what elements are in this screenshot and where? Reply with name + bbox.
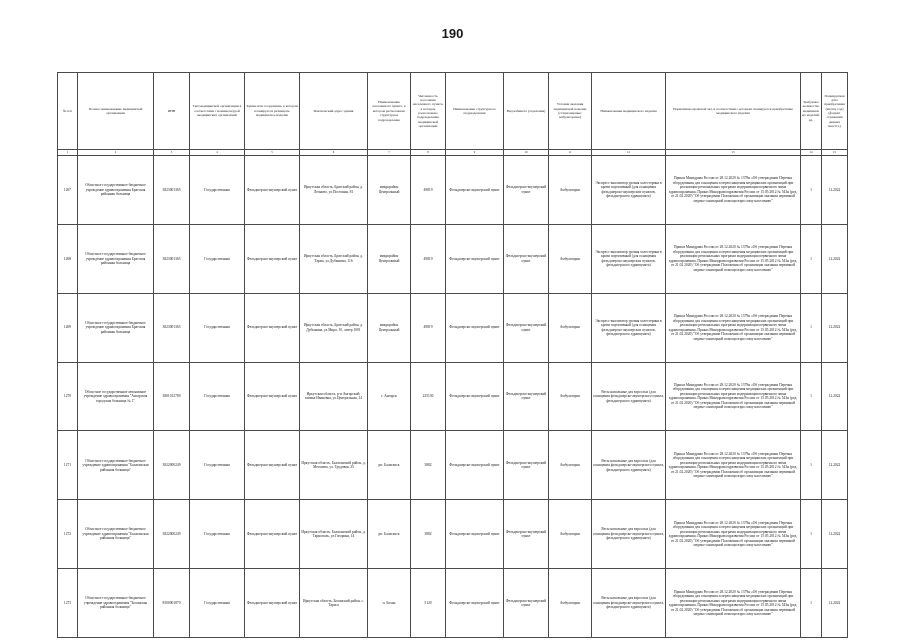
locality: рп. Балаганск (368, 431, 411, 500)
structural-unit: Фельдшерско-акушерский пункт (446, 431, 504, 500)
device-name: Весы напольные для взрослых (для оснащения фельдшерско-акушерского пункта, фельдшерского здравпункта) (592, 500, 666, 569)
organization-type: Государственная (190, 156, 245, 225)
organization-type: Государственная (190, 431, 245, 500)
care-conditions: Амбулаторно (549, 362, 592, 431)
building: Фельдшерско-акушерский пункт (245, 569, 300, 638)
address: Иркутская область, Балаганский район, д. Тарнополь, ул.Гагарина, 14 (300, 500, 368, 569)
column-index-cell: 2 (78, 150, 154, 156)
column-header: Численность населения населенного пункта, в котором расположено подразделение медицинской организации (411, 73, 446, 150)
legal-act: Приказ Минздрава России от 28.12.2020 № 1379н «Об утверждении Перечня оборудования для оснащения и переоснащения медицинских организаций при реализации региональных программ модернизации первичного звена здравоохранения» Приказ Минздравсоцразвития России от 15.05.2012 № 543н (ред. от 21.02.2020) "Об утверждении Положения об организации оказания первичной медико-санитарной помощи взрослому населению" (666, 362, 801, 431)
purchase-date: 12.2022 (822, 431, 848, 500)
organization-type: Государственная (190, 500, 245, 569)
population: 225130 (411, 362, 446, 431)
cabinet-type: Фельдшерско-акушерский пункт (504, 156, 549, 225)
building: Фельдшерско-акушерский пункт (245, 362, 300, 431)
inn: 3822000249 (154, 500, 190, 569)
structural-unit: Фельдшерско-акушерский пункт (446, 362, 504, 431)
column-index-cell: 10 (504, 150, 549, 156)
inn: 3823001365 (154, 156, 190, 225)
legal-act: Приказ Минздрава России от 28.12.2020 № 1379н «Об утверждении Перечня оборудования для оснащения и переоснащения медицинских организаций при реализации региональных программ модернизации первичного звена здравоохранения» Приказ Минздравсоцразвития России от 15.05.2012 № 543н (ред. от 21.02.2020) "Об утверждении Положения об организации оказания первичной медико-санитарной помощи взрослому населению" (666, 569, 801, 638)
quantity: 1 (801, 431, 822, 500)
address: Иркутская область, Братский район, д. Тарма, ул.Дубынина, 116 (300, 224, 368, 293)
legal-act: Приказ Минздрава России от 28.12.2020 № 1379н «Об утверждении Перечня оборудования для оснащения и переоснащения медицинских организаций при реализации региональных программ модернизации первичного звена здравоохранения» Приказ Минздравсоцразвития России от 15.05.2012 № 543н (ред. от 21.02.2020) "Об утверждении Положения об организации оказания первичной медико-санитарной помощи взрослому населению" (666, 500, 801, 569)
organization-name: Областное государственное автономное учреждение здравоохранения "Ангарская городская больница № 1" (78, 362, 154, 431)
inn: 3801012780 (154, 362, 190, 431)
care-conditions: Амбулаторно (549, 431, 592, 500)
column-index-cell: 13 (666, 150, 801, 156)
population: 49819 (411, 156, 446, 225)
legal-act: Приказ Минздрава России от 28.12.2020 № 1379н «Об утверждении Перечня оборудования для оснащения и переоснащения медицинских организаций при реализации региональных программ модернизации первичного звена здравоохранения» Приказ Минздравсоцразвития России от 15.05.2012 № 543н (ред. от 21.02.2020) "Об утверждении Положения об организации оказания первичной медико-санитарной помощи взрослому населению" (666, 431, 801, 500)
table-row (58, 500, 848, 569)
care-conditions: Амбулаторно (549, 500, 592, 569)
organization-name: Областное государственное бюджетное учреждение здравоохранения Братская районная больница (78, 156, 154, 225)
table-row (58, 569, 848, 638)
purchase-date: 12.2022 (822, 569, 848, 638)
column-header: Нормативно-правовой акт, в соответствии с которым планируется приобретение медицинского изделия (666, 73, 801, 150)
inn: 3822000249 (154, 431, 190, 500)
cabinet-type: Фельдшерско-акушерский пункт (504, 224, 549, 293)
column-index-cell: 7 (368, 150, 411, 156)
purchase-date: 12.2022 (822, 362, 848, 431)
device-name: Экспресс-анализатор уровня холестерина в крови портативный (для оснащения фельдшерско-акушерских пунктов, фельдшерского здравпункта) (592, 293, 666, 362)
column-index-cell: 6 (300, 150, 368, 156)
locality: г. Ангарск (368, 362, 411, 431)
inn: 8500001870 (154, 569, 190, 638)
organization-name: Областное государственное бюджетное учреждение здравоохранения "Боханская районная больница" (78, 569, 154, 638)
column-header: Тип медицинской организации в соответствии с номенклатурой медицинских организаций (190, 73, 245, 150)
organization-type: Государственная (190, 362, 245, 431)
structural-unit: Фельдшерско-акушерский пункт (446, 224, 504, 293)
legal-act: Приказ Минздрава России от 28.12.2020 № 1379н «Об утверждении Перечня оборудования для оснащения и переоснащения медицинских организаций при реализации региональных программ модернизации первичного звена здравоохранения» Приказ Минздравсоцразвития России от 15.05.2012 № 543н (ред. от 21.02.2020) "Об утверждении Положения об организации оказания первичной медико-санитарной помощи взрослому населению" (666, 224, 801, 293)
column-header: Полное наименование медицинской организации (78, 73, 154, 150)
row-number: 1269 (58, 293, 78, 362)
organization-type: Государственная (190, 569, 245, 638)
table-row (58, 431, 848, 500)
care-conditions: Амбулаторно (549, 569, 592, 638)
column-header: № п/п (58, 73, 78, 150)
locality: рп. Балаганск (368, 500, 411, 569)
address: Иркутская область, р-н Ангарский, заимка Ивановка, ул.Центральная, 14 (300, 362, 368, 431)
cabinet-type: Фельдшерско-акушерский пункт (504, 500, 549, 569)
organization-name: Областное государственное бюджетное учреждение здравоохранения "Балаганская районная больница" (78, 500, 154, 569)
organization-type: Государственная (190, 293, 245, 362)
row-number: 1273 (58, 569, 78, 638)
device-name: Весы напольные для взрослых (для оснащения фельдшерско-акушерского пункта, фельдшерского здравпункта) (592, 431, 666, 500)
page-number: 190 (441, 26, 464, 41)
column-index-cell: 4 (190, 150, 245, 156)
organization-name: Областное государственное бюджетное учреждение здравоохранения Братская районная больница (78, 293, 154, 362)
column-header: Здание или сооружение, в котором планируется размещать медицинское изделие (245, 73, 300, 150)
column-header: Условия оказания медицинской помощи (стационарные/амбулаторные) (549, 73, 592, 150)
quantity: 1 (801, 569, 822, 638)
table-row (58, 293, 848, 362)
inn: 3823001365 (154, 224, 190, 293)
column-index-cell: 14 (801, 150, 822, 156)
row-number: 1270 (58, 362, 78, 431)
structural-unit: Фельдшерско-акушерский пункт (446, 500, 504, 569)
population: 49819 (411, 224, 446, 293)
table-body (58, 156, 848, 638)
inn: 3823001365 (154, 293, 190, 362)
table-row (58, 224, 848, 293)
cabinet-type: Фельдшерско-акушерский пункт (504, 362, 549, 431)
column-header: Фактический адрес здания (300, 73, 368, 150)
building: Фельдшерско-акушерский пункт (245, 156, 300, 225)
structural-unit: Фельдшерско-акушерский пункт (446, 156, 504, 225)
organization-type: Государственная (190, 224, 245, 293)
building: Фельдшерско-акушерский пункт (245, 500, 300, 569)
column-header: Планируемая дата приобретения (месяц, год) (формат отражения данных мм.гггг.) (822, 73, 848, 150)
column-index-cell: 5 (245, 150, 300, 156)
cabinet-type: Фельдшерско-акушерский пункт (504, 293, 549, 362)
column-index-cell: 1 (58, 150, 78, 156)
purchase-date: 12.2022 (822, 156, 848, 225)
table-row (58, 362, 848, 431)
row-number: 1272 (58, 500, 78, 569)
column-header: Требуемое количество медицинских изделий, ед. (801, 73, 822, 150)
column-header: Наименование медицинского изделия (592, 73, 666, 150)
address: Иркутская область, Боханский район, с. Тараса (300, 569, 368, 638)
population: 5120 (411, 569, 446, 638)
purchase-date: 12.2022 (822, 500, 848, 569)
care-conditions: Амбулаторно (549, 293, 592, 362)
building: Фельдшерско-акушерский пункт (245, 431, 300, 500)
building: Фельдшерско-акушерский пункт (245, 293, 300, 362)
equipment-table (57, 72, 848, 638)
device-name: Экспресс-анализатор уровня холестерина в крови портативный (для оснащения фельдшерско-акушерских пунктов, фельдшерского здравпункта) (592, 224, 666, 293)
device-name: Экспресс-анализатор уровня холестерина в крови портативный (для оснащения фельдшерско-акушерских пунктов, фельдшерского здравпункта) (592, 156, 666, 225)
column-header: ИНН (154, 73, 190, 150)
column-index-cell: 9 (446, 150, 504, 156)
header-row (58, 73, 848, 150)
structural-unit: Фельдшерско-акушерский пункт (446, 293, 504, 362)
row-number: 1267 (58, 156, 78, 225)
column-header: Наименование структурного подразделения (446, 73, 504, 150)
care-conditions: Амбулаторно (549, 224, 592, 293)
population: 3882 (411, 431, 446, 500)
column-index-cell: 11 (549, 150, 592, 156)
locality: микрорайон Центральный (368, 224, 411, 293)
device-name: Весы напольные для взрослых (для оснащения фельдшерско-акушерского пункта, фельдшерского здравпункта) (592, 569, 666, 638)
locality: микрорайон Центральный (368, 156, 411, 225)
building: Фельдшерско-акушерский пункт (245, 224, 300, 293)
quantity: 1 (801, 362, 822, 431)
column-index-cell: 15 (822, 150, 848, 156)
column-header: Наименование населенного пункта, в котором расположено структурное подразделение (368, 73, 411, 150)
address: Иркутская область, Балаганский район, д. Метляева, ул. Трудовая, 25 (300, 431, 368, 500)
locality: микрорайон Центральный (368, 293, 411, 362)
care-conditions: Амбулаторно (549, 156, 592, 225)
device-name: Весы напольные для взрослых (для оснащения фельдшерско-акушерского пункта, фельдшерского здравпункта) (592, 362, 666, 431)
organization-name: Областное государственное бюджетное учреждение здравоохранения "Балаганская районная больница" (78, 431, 154, 500)
quantity: 1 (801, 156, 822, 225)
quantity: 1 (801, 293, 822, 362)
cabinet-type: Фельдшерско-акушерский пункт (504, 569, 549, 638)
purchase-date: 12.2022 (822, 224, 848, 293)
cabinet-type: Фельдшерско-акушерский пункт (504, 431, 549, 500)
column-index-cell: 8 (411, 150, 446, 156)
row-number: 1271 (58, 431, 78, 500)
legal-act: Приказ Минздрава России от 28.12.2020 № 1379н «Об утверждении Перечня оборудования для оснащения и переоснащения медицинских организаций при реализации региональных программ модернизации первичного звена здравоохранения» Приказ Минздравсоцразвития России от 15.05.2012 № 543н (ред. от 21.02.2020) "Об утверждении Положения об организации оказания первичной медико-санитарной помощи взрослому населению" (666, 293, 801, 362)
purchase-date: 12.2022 (822, 293, 848, 362)
row-number: 1268 (58, 224, 78, 293)
column-index-cell: 3 (154, 150, 190, 156)
organization-name: Областное государственное бюджетное учреждение здравоохранения Братская районная больница (78, 224, 154, 293)
quantity: 1 (801, 224, 822, 293)
column-header: Вид кабинета (отделения) (504, 73, 549, 150)
locality: п. Бохан (368, 569, 411, 638)
population: 49819 (411, 293, 446, 362)
legal-act: Приказ Минздрава России от 28.12.2020 № 1379н «Об утверждении Перечня оборудования для оснащения и переоснащения медицинских организаций при реализации региональных программ модернизации первичного звена здравоохранения» Приказ Минздравсоцразвития России от 15.05.2012 № 543н (ред. от 21.02.2020) "Об утверждении Положения об организации оказания первичной медико-санитарной помощи взрослому населению" (666, 156, 801, 225)
address: Иркутская область, Братский район, д. Леоново, ул.Постоянн, 81 (300, 156, 368, 225)
quantity: 1 (801, 500, 822, 569)
address: Иркутская область, Братский район, д. Дубынина, ул.Мира, 10, литер 1001 (300, 293, 368, 362)
structural-unit: Фельдшерско-акушерский пункт (446, 569, 504, 638)
population: 3882 (411, 500, 446, 569)
table-row (58, 156, 848, 225)
column-index-cell: 12 (592, 150, 666, 156)
